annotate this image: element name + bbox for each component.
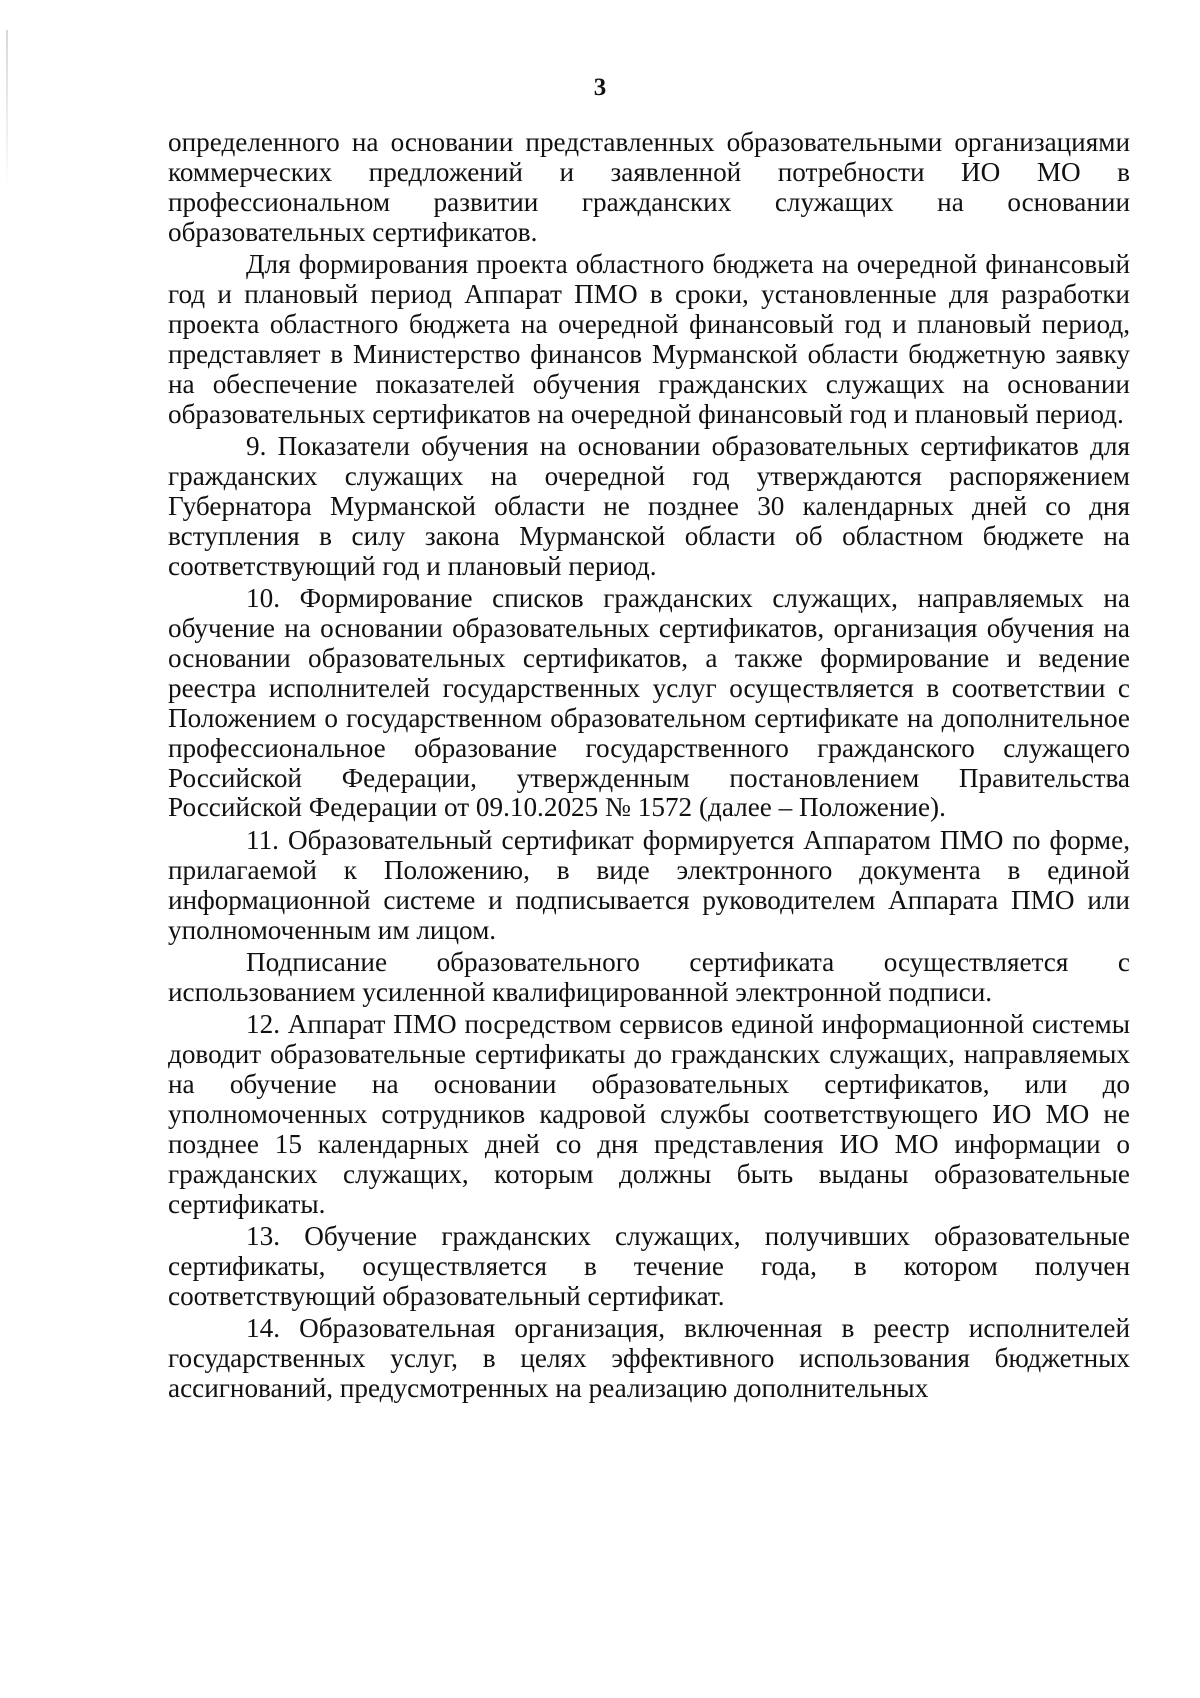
paragraph-signing: Подписание образовательного сертификата осуществляется с использованием усиленной квалифицированной электронной подписи. <box>168 946 1130 1007</box>
paragraph-item-12: 12. Аппарат ПМО посредством сервисов единой информационной системы доводит образовательные сертификаты до гражданских служащих, направляемых на обучение на основании образовательных сертификатов, или до уполномоченных сотрудников кадровой службы соответствующего ИО МО не позднее 15 календарных дней со дня представления ИО МО информации о гражданских служащих, которым должны быть выданы образовательные сертификаты. <box>168 1009 1130 1219</box>
document-body <box>168 128 1130 1407</box>
page-number: 3 <box>593 74 607 101</box>
paragraph-item-9: 9. Показатели обучения на основании образовательных сертификатов для гражданских служащих на очередной год утверждаются распоряжением Губернатора Мурманской области не позднее 30 календарных дней со дня вступления в силу закона Мурманской области об областном бюджете на соответствующий год и плановый период. <box>168 431 1130 581</box>
paragraph-item-11: 11. Образовательный сертификат формируется Аппаратом ПМО по форме, прилагаемой к Положению, в виде электронного документа в единой информационной системе и подписывается руководителем Аппарата ПМО или уполномоченным им лицом. <box>168 824 1130 945</box>
scan-edge-artifact <box>6 30 8 190</box>
paragraph-budget-application: Для формирования проекта областного бюджета на очередной финансовый год и плановый период Аппарат ПМО в сроки, установленные для разработки проекта областного бюджета на очередной финансовый год и плановый период, представляет в Министерство финансов Мурманской области бюджетную заявку на обеспечение показателей обучения гражданских служащих на основании образовательных сертификатов на очередной финансовый год и плановый период. <box>168 249 1130 429</box>
paragraph-item-13: 13. Обучение гражданских служащих, получивших образовательные сертификаты, осуществляется в течение года, в котором получен соответствующий образовательный сертификат. <box>168 1221 1130 1311</box>
paragraph-item-14: 14. Образовательная организация, включенная в реестр исполнителей государственных услуг, в целях эффективного использования бюджетных ассигнований, предусмотренных на реализацию дополнительных <box>168 1313 1130 1404</box>
paragraph-item-10: 10. Формирование списков гражданских служащих, направляемых на обучение на основании образовательных сертификатов, организация обучения на основании образовательных сертификатов, а также формирование и ведение реестра исполнителей государственных услуг осуществляется в соответствии с Положением о государственном образовательном сертификате на дополнительное профессиональное образование государственного гражданского служащего Российской Федерации, утвержденным постановлением Правительства Российской Федерации от 09.10.2025 № 1572 (далее – Положение). <box>168 583 1130 823</box>
paragraph-continuation: определенного на основании представленных образовательными организациями коммерческих предложений и заявленной потребности ИО МО в профессиональном развитии гражданских служащих на основании образовательных сертификатов. <box>168 127 1130 247</box>
